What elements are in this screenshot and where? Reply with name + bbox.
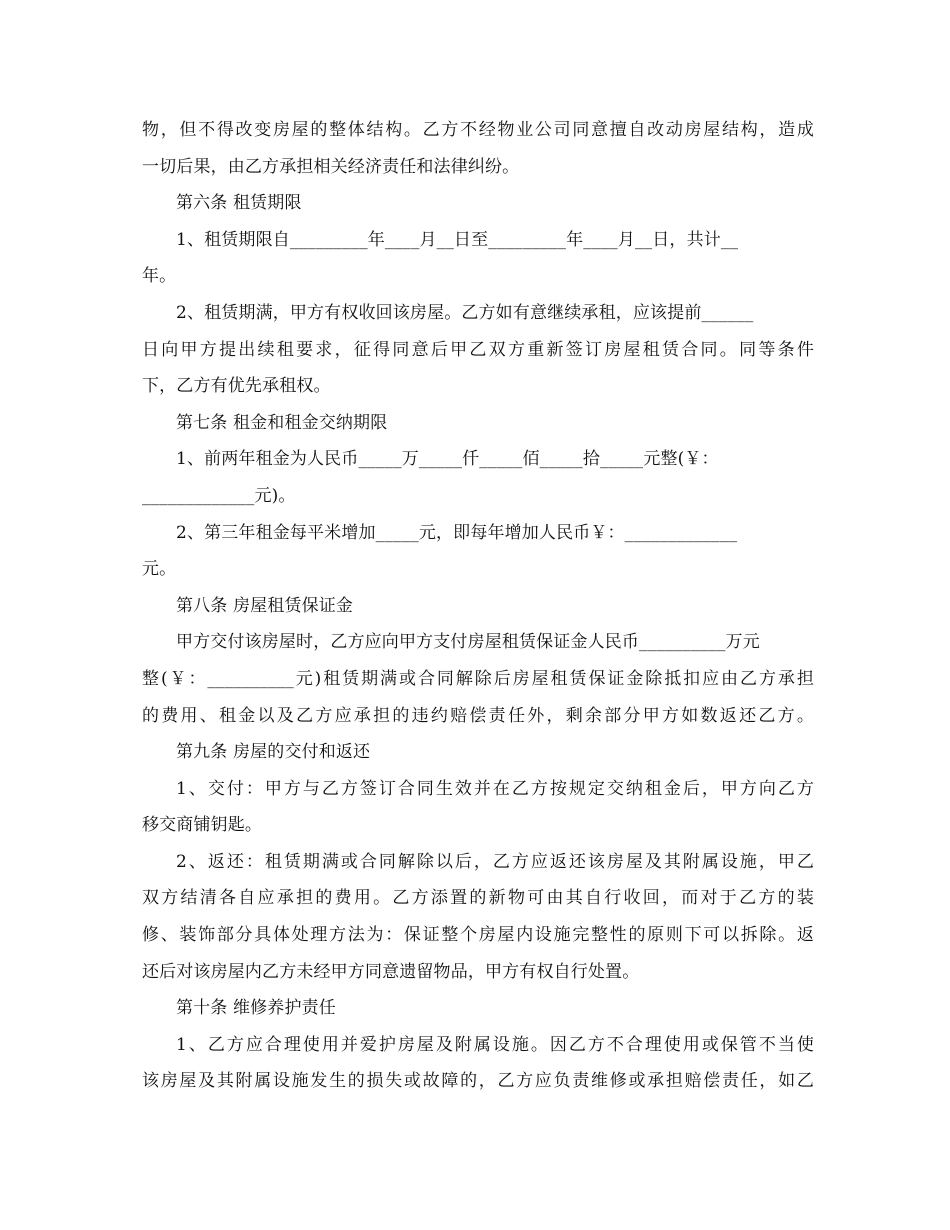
text-line: 移交商铺钥匙。 bbox=[142, 815, 263, 836]
text-line: 1、乙方应合理使用并爱护房屋及附属设施。因乙方不合理使用或保管不当使 bbox=[176, 1034, 814, 1055]
section-heading: 第六条 租赁期限 bbox=[176, 193, 302, 214]
text-line: 还后对该房屋内乙方未经甲方同意遗留物品，甲方有权自行处置。 bbox=[142, 961, 640, 982]
text-line: 双方结清各自应承担的费用。乙方添置的新物可由其自行收回，而对于乙方的装 bbox=[142, 888, 814, 909]
text-line: 修、装饰部分具体处理方法为：保证整个房屋内设施完整性的原则下可以拆除。返 bbox=[142, 925, 814, 946]
text-line: 2、第三年租金每平米增加_____元，即每年增加人民币￥：_____________ bbox=[176, 522, 738, 543]
text-line: 1、前两年租金为人民币_____万_____仟_____佰_____拾_____元整(￥： bbox=[176, 449, 719, 470]
text-line: 年。 bbox=[142, 266, 177, 287]
text-line: 2、返还：租赁期满或合同解除以后，乙方应返还该房屋及其附属设施，甲乙 bbox=[176, 851, 814, 872]
text-line: 整(￥：__________元)租赁期满或合同解除后房屋租赁保证金除抵扣应由乙方承担 bbox=[142, 668, 814, 689]
section-heading: 第八条 房屋租赁保证金 bbox=[176, 595, 354, 616]
section-heading: 第七条 租金和租金交纳期限 bbox=[176, 412, 388, 433]
text-line: 元。 bbox=[142, 559, 177, 580]
text-line: 1、交付：甲方与乙方签订合同生效并在乙方按规定交纳租金后，甲方向乙方 bbox=[176, 778, 814, 799]
text-line: 2、租赁期满，甲方有权收回该房屋。乙方如有意继续承租，应该提前______ bbox=[176, 302, 754, 323]
section-heading: 第十条 维修养护责任 bbox=[176, 998, 336, 1019]
document-page bbox=[142, 112, 814, 1100]
text-line: 下，乙方有优先承租权。 bbox=[142, 376, 331, 397]
text-line: 一切后果，由乙方承担相关经济责任和法律纠纷。 bbox=[142, 156, 520, 177]
text-line: 的费用、租金以及乙方应承担的违约赔偿责任外，剩余部分甲方如数返还乙方。 bbox=[142, 705, 814, 726]
text-line: 甲方交付该房屋时，乙方应向甲方支付房屋租赁保证金人民币__________万元 bbox=[176, 632, 760, 653]
text-line: 物，但不得改变房屋的整体结构。乙方不经物业公司同意擅自改动房屋结构，造成 bbox=[142, 120, 814, 140]
text-line: 1、租赁期限自_________年____月__日至_________年____月__日，共计__ bbox=[176, 229, 739, 250]
section-heading: 第九条 房屋的交付和返还 bbox=[176, 742, 371, 763]
text-line: _____________元)。 bbox=[142, 485, 296, 506]
text-line: 日向甲方提出续租要求，征得同意后甲乙双方重新签订房屋租赁合同。同等条件 bbox=[142, 339, 814, 360]
text-line: 该房屋及其附属设施发生的损失或故障的，乙方应负责维修或承担赔偿责任，如乙 bbox=[142, 1071, 814, 1092]
